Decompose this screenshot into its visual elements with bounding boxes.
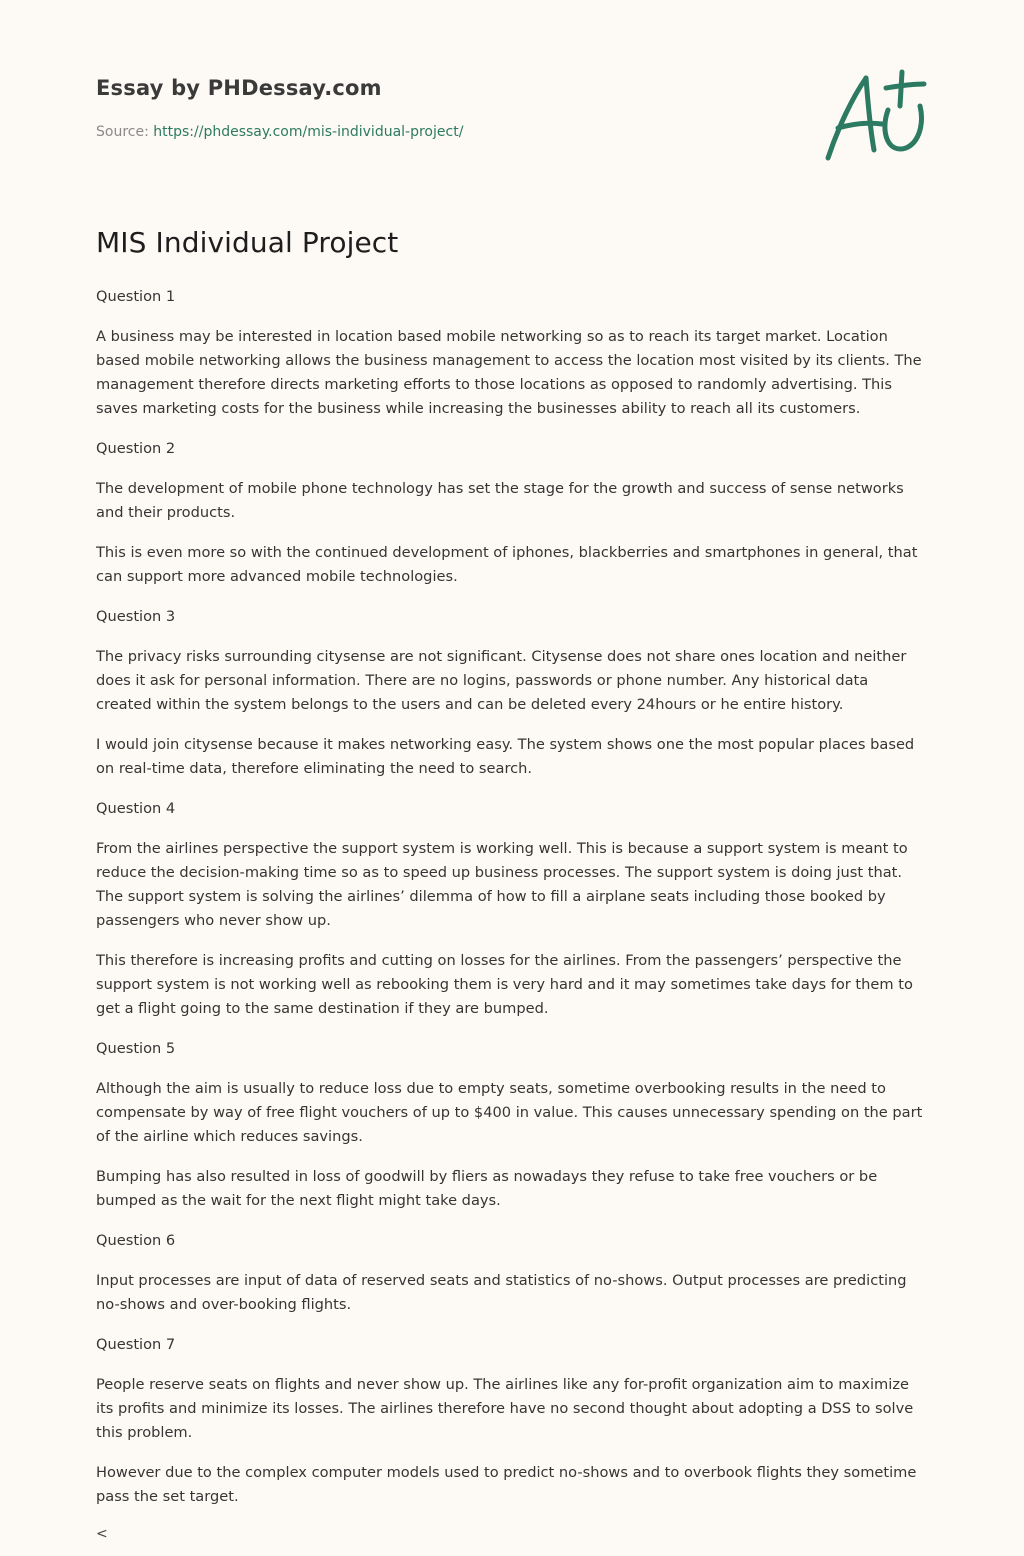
essay-body — [96, 285, 928, 1525]
a-plus-logo-icon — [816, 66, 928, 166]
essay-paragraph: A business may be interested in location based mobile networking so as to reach its target market. Location based mobile networking allows the business management to access the location most visited by its clients. The management therefore directs marketing efforts to those locations as opposed to randomly advertising. This saves marketing costs for the business while increasing the businesses ability to reach all its customers. — [96, 328, 922, 417]
question-heading: Question 5 — [96, 1040, 176, 1057]
question-heading: Question 2 — [96, 440, 176, 457]
essay-paragraph: Input processes are input of data of reserved seats and statistics of no-shows. Output processes are predicting no-shows and over-booking flights. — [96, 1272, 907, 1313]
essay-paragraph: Although the aim is usually to reduce loss due to empty seats, sometime overbooking results in the need to compensate by way of free flight vouchers of up to $400 in value. This causes unnecessary spending on the part of the airline which reduces savings. — [96, 1080, 923, 1145]
essay-paragraph: The privacy risks surrounding citysense are not significant. Citysense does not share ones location and neither does it ask for personal information. There are no logins, passwords or phone number. Any historical data created within the system belongs to the users and can be deleted every 24hours or he entire history. — [96, 648, 907, 713]
essay-paragraph: The development of mobile phone technology has set the stage for the growth and success of sense networks and their products. — [96, 480, 904, 521]
question-heading: Question 6 — [96, 1232, 176, 1249]
essay-paragraph: I would join citysense because it makes networking easy. The system shows one the most popular places based on real-time data, therefore eliminating the need to search. — [96, 736, 915, 777]
question-heading: Question 3 — [96, 608, 176, 625]
source-label: Source: — [96, 124, 154, 140]
essay-paragraph: People reserve seats on flights and never show up. The airlines like any for-profit organization aim to maximize its profits and minimize its losses. The airlines therefore have no second thought about adopting a DSS to solve this problem. — [96, 1376, 914, 1441]
source-line — [96, 124, 463, 140]
essay-paragraph: However due to the complex computer models used to predict no-shows and to overbook flights they sometime pass the set target. — [96, 1464, 917, 1505]
essay-paragraph: From the airlines perspective the support system is working well. This is because a support system is meant to reduce the decision-making time so as to speed up business processes. The support system is doing just that. The support system is solving the airlines’ dilemma of how to fill a airplane seats including those booked by passengers who never show up. — [96, 840, 908, 929]
question-heading: Question 4 — [96, 800, 176, 817]
question-heading: Question 7 — [96, 1336, 176, 1353]
pager-prev[interactable]: < — [96, 1526, 108, 1542]
essay-paragraph: This therefore is increasing profits and cutting on losses for the airlines. From the passengers’ perspective the support system is not working well as rebooking them is very hard and it may sometimes take days for them to get a flight going to the same destination if they are bumped. — [96, 952, 913, 1017]
essay-paragraph: This is even more so with the continued development of iphones, blackberries and smartphones in general, that can support more advanced mobile technologies. — [96, 544, 918, 585]
source-link[interactable]: https://phdessay.com/mis-individual-project/ — [153, 124, 464, 140]
site-title: Essay by PHDessay.com — [96, 76, 382, 100]
essay-paragraph: Bumping has also resulted in loss of goodwill by fliers as nowadays they refuse to take free vouchers or be bumped as the wait for the next flight might take days. — [96, 1168, 878, 1209]
essay-title: MIS Individual Project — [96, 226, 399, 259]
question-heading: Question 1 — [96, 288, 176, 305]
